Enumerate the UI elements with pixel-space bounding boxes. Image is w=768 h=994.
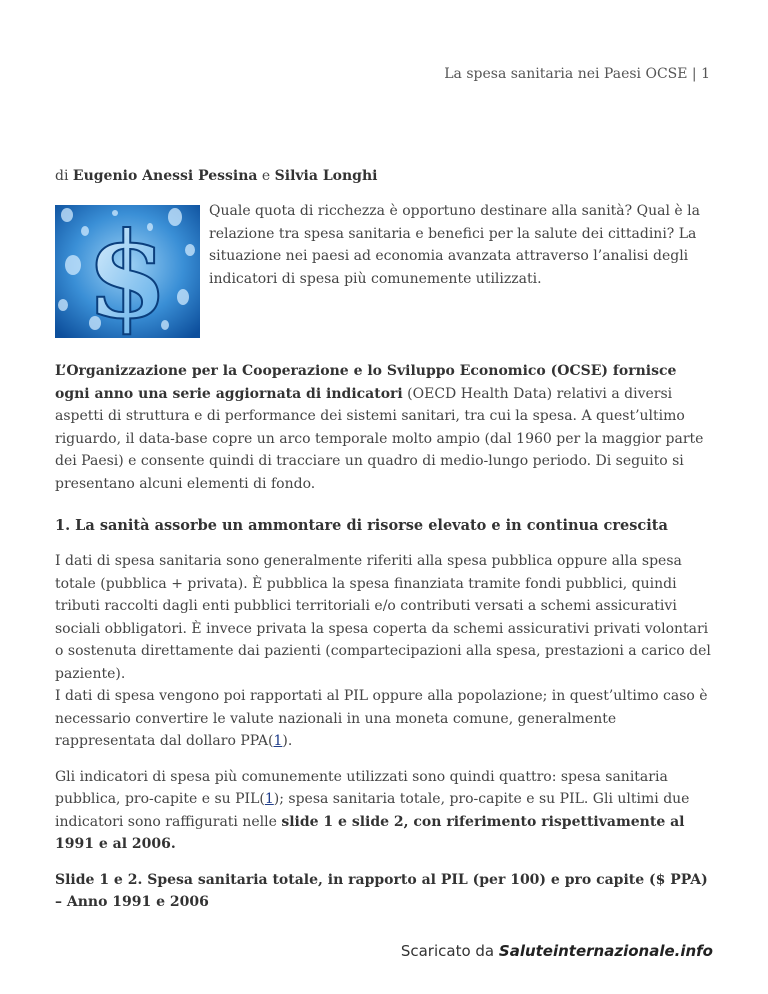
section-1-heading: 1. La sanità assorbe un ammontare di risorse elevato e in continua crescita bbox=[55, 517, 668, 534]
dollar-symbol: $ bbox=[85, 206, 169, 338]
author-2: Silvia Longhi bbox=[274, 168, 378, 184]
paragraph-3 bbox=[55, 766, 715, 856]
paragraph-3-text-2: ); spesa sanitaria totale, pro-capite e su PIL. Gli ultimi due indicatori sono raffigurati nelle bbox=[55, 791, 690, 830]
paragraph-2 bbox=[55, 550, 715, 753]
paragraph-3-bold: slide 1 e slide 2, con riferimento rispettivamente al 1991 e al 2006. bbox=[55, 813, 685, 852]
article-intro: Quale quota di ricchezza è opportuno destinare alla sanità? Qual è la relazione tra spesa sanitaria e benefici per la salute dei cittadini? La situazione nei paesi ad economia avanzata attraverso l’analisi degli indicatori di spesa più comunemente utilizzati. bbox=[209, 203, 700, 287]
paragraph-3-text-1: Gli indicatori di spesa più comunemente utilizzati sono quindi quattro: spesa sanitaria pubblica, pro-capite e su PIL( bbox=[55, 768, 668, 807]
article-thumbnail-image bbox=[55, 205, 200, 338]
paragraph-1-bold: L’Organizzazione per la Cooperazione e lo Sviluppo Economico (OCSE) fornisce ogni anno una serie aggiornata di indicatori bbox=[55, 363, 677, 402]
slide-caption bbox=[55, 869, 715, 914]
running-header: La spesa sanitaria nei Paesi OCSE | 1 bbox=[444, 66, 710, 82]
byline-prefix: di bbox=[55, 168, 69, 184]
author-1: Eugenio Anessi Pessina bbox=[72, 168, 258, 184]
byline-conj: e bbox=[261, 168, 271, 184]
paragraph-2-end: ). bbox=[282, 733, 293, 749]
paragraph-1-text: (OECD Health Data) relativi a diversi aspetti di struttura e di performance dei sistemi sanitari, tra cui la spesa. A quest’ultimo riguardo, il data-base copre un arco temporale molto ampio (dal 1960 per la maggior parte dei Paesi) e consente quindi di tracciare un quadro di medio-lungo periodo. Di seguito si presentano alcuni elementi di fondo. bbox=[55, 385, 704, 492]
paragraph-1 bbox=[55, 360, 715, 495]
byline bbox=[55, 168, 377, 184]
footer-prefix: Scaricato da bbox=[400, 942, 499, 960]
article-body bbox=[55, 360, 715, 927]
download-footer bbox=[401, 942, 713, 960]
footnote-link[interactable]: 1 bbox=[273, 733, 283, 749]
footer-site: Saluteinternazionale.info bbox=[498, 942, 713, 960]
paragraph-2-text-2: I dati di spesa vengono poi rapportati al PIL oppure alla popolazione; in quest’ultimo caso è necessario convertire le valute nazionali in una moneta comune, generalmente rappresentata dal dollaro PPA( bbox=[55, 688, 708, 749]
footnote-link[interactable]: 1 bbox=[264, 791, 274, 807]
slide-caption-text: Slide 1 e 2. Spesa sanitaria totale, in rapporto al PIL (per 100) e pro capite ($ PPA) – Anno 1991 e 2006 bbox=[55, 871, 708, 910]
paragraph-2-text: I dati di spesa sanitaria sono generalmente riferiti alla spesa pubblica oppure alla spesa totale (pubblica + privata). È pubblica la spesa finanziata tramite fondi pubblici, quindi tributi raccolti dagli enti pubblici territoriali e/o contributi versati a schemi assicurativi sociali obbligatori. È invece privata la spesa coperta da schemi assicurativi privati volontari o sostenuta direttamente dai pazienti (compartecipazioni alla spesa, prestazioni a carico del paziente). bbox=[55, 553, 711, 682]
